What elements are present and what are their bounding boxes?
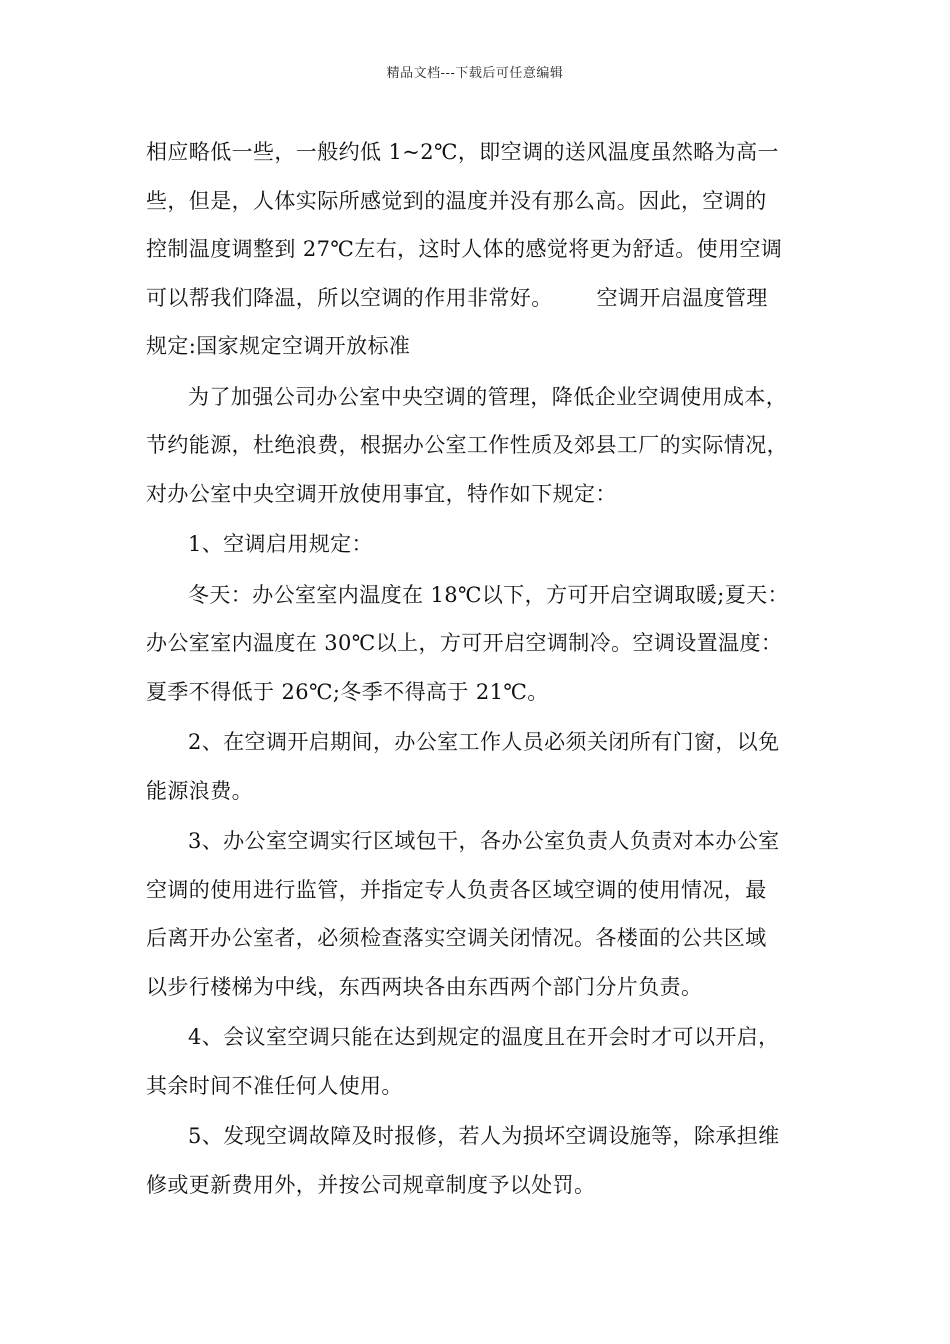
text-line: 4、会议室空调只能在达到规定的温度且在开会时才可以开启， [188, 1025, 780, 1049]
text-line: 冬天：办公室室内温度在 18℃以下，方可开启空调取暖;夏天： [188, 582, 789, 607]
paragraph-continuation [146, 128, 808, 371]
paragraph-rule-2 [146, 718, 808, 815]
paragraph-rule-5 [146, 1112, 808, 1209]
text-line: 能源浪费。 [146, 778, 253, 803]
text-line: 些，但是，人体实际所感觉到的温度并没有那么高。因此，空调的 [146, 188, 767, 213]
text-line: 节约能源，杜绝浪费，根据办公室工作性质及郊县工厂的实际情况， [146, 433, 788, 457]
page-header: 精品文档---下载后可任意编辑 [386, 66, 564, 81]
section-heading-inline: 空调开启温度管理 [596, 285, 768, 310]
paragraph-rule-4 [146, 1013, 808, 1110]
text-line: 为了加强公司办公室中央空调的管理，降低企业空调使用成本， [188, 384, 788, 409]
paragraph-rule-1-detail [146, 571, 808, 717]
text-line: 修或更新费用外，并按公司规章制度予以处罚。 [146, 1172, 596, 1197]
text-line: 办公室室内温度在 30℃以上，方可开启空调制冷。空调设置温度： [146, 631, 783, 655]
paragraph-intro [146, 373, 808, 519]
text-line [146, 274, 808, 323]
text-line: 其余时间不准任何人使用。 [146, 1073, 403, 1098]
document-body [146, 128, 808, 1209]
text-line: 1、空调启用规定： [188, 532, 373, 556]
text-line: 2、在空调开启期间，办公室工作人员必须关闭所有门窗，以免 [188, 730, 780, 754]
text-line: 相应略低一些，一般约低 1~2℃，即空调的送风温度虽然略为高一 [146, 140, 779, 164]
section-heading: 规定:国家规定空调开放标准 [146, 334, 411, 358]
paragraph-rule-1-title [146, 520, 808, 569]
text-line: 后离开办公室者，必须检查落实空调关闭情况。各楼面的公共区域 [146, 926, 767, 950]
text-line: 控制温度调整到 27℃左右，这时人体的感觉将更为舒适。使用空调 [146, 237, 783, 261]
paragraph-rule-3 [146, 817, 808, 1011]
text-line: 空调的使用进行监管，并指定专人负责各区域空调的使用情况，最 [146, 877, 767, 902]
text-line: 3、办公室空调实行区域包干，各办公室负责人负责对本办公室 [188, 829, 780, 853]
text-line: 5、发现空调故障及时报修，若人为损坏空调设施等，除承担维 [188, 1124, 780, 1148]
text-line: 以步行楼梯为中线，东西两块各由东西两个部门分片负责。 [146, 974, 703, 999]
text-line: 对办公室中央空调开放使用事宜，特作如下规定： [146, 481, 617, 506]
text-line-segment: 可以帮我们降温，所以空调的作用非常好。 [146, 285, 553, 310]
text-line: 夏季不得低于 26℃;冬季不得高于 21℃。 [146, 679, 549, 704]
